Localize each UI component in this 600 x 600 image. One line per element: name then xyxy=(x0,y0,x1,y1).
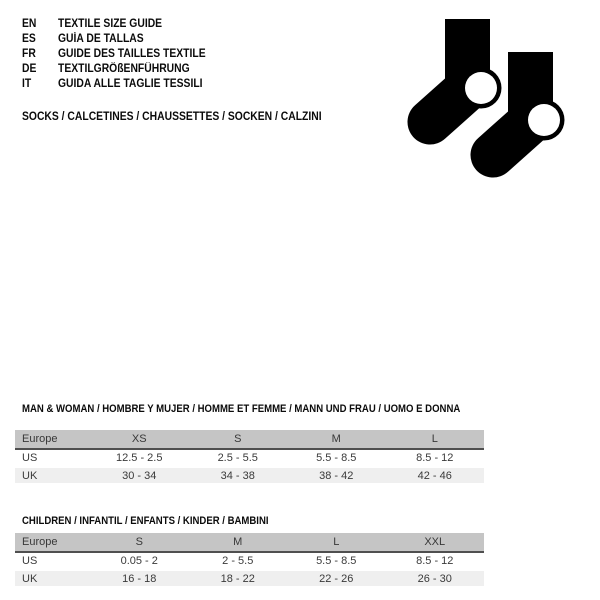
size-cell: 8.5 - 12 xyxy=(416,555,454,567)
language-code-text: ES xyxy=(22,32,36,45)
size-cell: 5.5 - 8.5 xyxy=(316,555,357,567)
language-row-en xyxy=(22,16,222,31)
sock-front xyxy=(493,52,565,155)
column-header: S xyxy=(135,536,143,548)
column-header: S xyxy=(234,433,242,445)
size-cell: 22 - 26 xyxy=(319,572,354,585)
size-cell: 30 - 34 xyxy=(122,469,157,482)
language-code xyxy=(22,18,58,30)
language-row-it xyxy=(22,76,222,91)
language-code-text: EN xyxy=(22,17,37,30)
column-header: L xyxy=(333,536,340,548)
table-title-children xyxy=(22,515,305,527)
size-cell: 26 - 30 xyxy=(417,572,452,585)
language-code xyxy=(22,48,58,60)
column-header: L xyxy=(431,433,438,445)
socks-icon xyxy=(398,5,593,185)
language-title: GUÍA DE TALLAS xyxy=(58,32,144,45)
size-cell: 38 - 42 xyxy=(319,469,354,482)
table-header-row xyxy=(15,430,484,450)
size-table-children xyxy=(15,533,484,586)
row-label: US xyxy=(22,452,38,464)
size-cell: 18 - 22 xyxy=(220,572,255,585)
size-cell: 16 - 18 xyxy=(122,572,157,585)
table-title-man-woman xyxy=(22,403,526,415)
language-code xyxy=(22,63,58,75)
row-label: US xyxy=(22,555,38,567)
language-title: TEXTILGRÖßENFÜHRUNG xyxy=(58,62,190,75)
size-cell: 42 - 46 xyxy=(417,469,452,482)
row-label: UK xyxy=(22,469,38,482)
category-line xyxy=(22,111,355,123)
language-code xyxy=(22,78,58,90)
language-code-text: DE xyxy=(22,62,37,75)
size-cell: 12.5 - 2.5 xyxy=(116,452,163,464)
table-row-us xyxy=(15,450,484,466)
table-row-us xyxy=(15,553,484,569)
column-header: M xyxy=(331,433,341,445)
table-header-row xyxy=(15,533,484,553)
category-line-text: SOCKS / CALCETINES / CHAUSSETTES / SOCKEN / CALZINI xyxy=(22,111,322,123)
column-header: M xyxy=(233,536,243,548)
column-header: XXL xyxy=(424,536,446,548)
column-header: Europe xyxy=(22,433,58,445)
size-cell: 2.5 - 5.5 xyxy=(217,452,258,464)
table-row-uk xyxy=(15,466,484,483)
row-label: UK xyxy=(22,572,38,585)
size-cell: 34 - 38 xyxy=(220,469,255,482)
table-title-text: MAN & WOMAN / HOMBRE Y MUJER / HOMME ET FEMME / MANN UND FRAU / UOMO E DONNA xyxy=(22,403,461,415)
size-cell: 5.5 - 8.5 xyxy=(316,452,357,464)
size-cell: 2 - 5.5 xyxy=(222,555,254,567)
column-header: Europe xyxy=(22,536,58,548)
language-code-text: IT xyxy=(22,77,32,90)
table-row-uk xyxy=(15,569,484,586)
sock-back xyxy=(430,19,502,122)
size-table-man-woman xyxy=(15,430,484,483)
column-header: XS xyxy=(131,433,147,445)
table-title-text: CHILDREN / INFANTIL / ENFANTS / KINDER / BAMBINI xyxy=(22,515,269,527)
language-code xyxy=(22,33,58,45)
language-title: GUIDA ALLE TAGLIE TESSILI xyxy=(58,77,203,90)
language-row-fr xyxy=(22,46,222,61)
size-cell: 0.05 - 2 xyxy=(120,555,158,567)
language-row-de xyxy=(22,61,222,76)
size-cell: 8.5 - 12 xyxy=(416,452,454,464)
language-row-es xyxy=(22,31,222,46)
language-title: GUIDE DES TAILLES TEXTILE xyxy=(58,47,206,60)
language-title-block xyxy=(22,16,222,91)
language-title: TEXTILE SIZE GUIDE xyxy=(58,17,163,30)
language-code-text: FR xyxy=(22,47,36,60)
